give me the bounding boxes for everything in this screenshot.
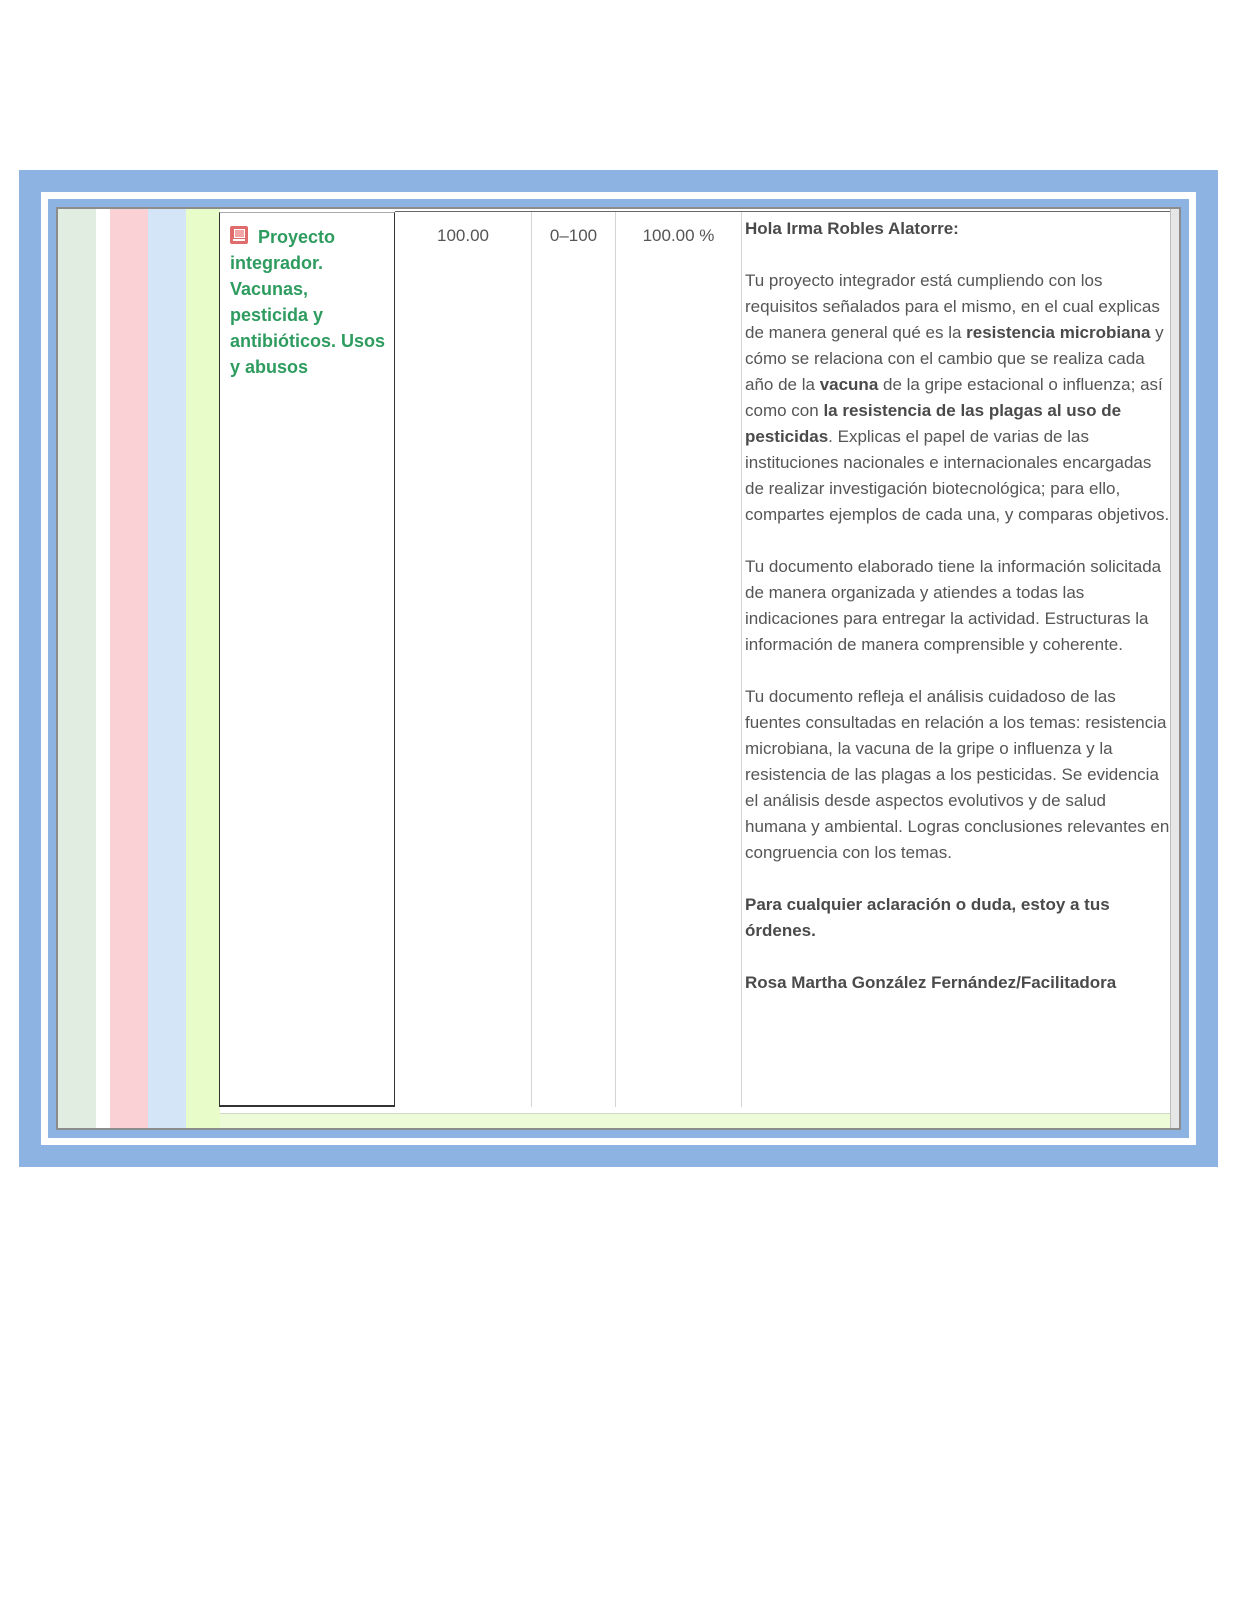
row-bottom-band: [220, 1113, 1179, 1128]
feedback-paragraph-3: Tu documento refleja el análisis cuidadoso de las fuentes consultadas en relación a los temas: resistencia microbiana, la vacuna de la gripe o influenza y la resistencia de las plagas a los pesticidas. Se evidencia el análisis desde aspectos evolutivos y de salud humana y ambiental. Logras conclusiones relevantes en congruencia con los temas.: [745, 687, 1170, 862]
feedback-cell: [741, 212, 1171, 1107]
category-stripe-lime: [186, 209, 220, 1128]
grade-report-panel: [56, 207, 1181, 1130]
feedback-greeting: Hola Irma Robles Alatorre:: [745, 219, 959, 238]
category-stripe-green: [58, 209, 96, 1128]
feedback-closing: Para cualquier aclaración o duda, estoy a tus órdenes.: [745, 895, 1110, 940]
category-stripe-white: [96, 209, 110, 1128]
category-stripe-pink: [110, 209, 148, 1128]
grade-item-cell: [219, 212, 395, 1107]
feedback-signature: Rosa Martha González Fernández/Facilitadora: [745, 973, 1117, 992]
category-stripe-blue: [148, 209, 186, 1128]
outer-frame: [19, 170, 1218, 1167]
feedback-paragraph-1: Tu proyecto integrador está cumpliendo con los requisitos señalados para el mismo, en el cual explicas de manera general qué es la resistencia microbiana y cómo se relaciona con el cambio que se realiza cada año de la vacuna de la gripe estacional o influenza; así como con la resistencia de las plagas al uso de pesticidas. Explicas el papel de varias de las instituciones nacionales e internacionales encargadas de realizar investigación biotecnológica; para ello, compartes ejemplos de cada una, y comparas objetivos.: [745, 271, 1170, 524]
weight-value: 100.00: [437, 226, 489, 245]
grade-item-link[interactable]: Proyecto integrador. Vacunas, pesticida y antibióticos. Usos y abusos: [230, 227, 386, 377]
feedback-paragraph-2: Tu documento elaborado tiene la información solicitada de manera organizada y atiendes a todas las indicaciones para entregar la actividad. Estructuras la información de manera comprensible y coherente.: [745, 557, 1162, 654]
panel-right-edge: [1170, 209, 1179, 1128]
percentage-value: 100.00 %: [615, 212, 741, 1107]
range-value: 0–100: [531, 212, 615, 1107]
